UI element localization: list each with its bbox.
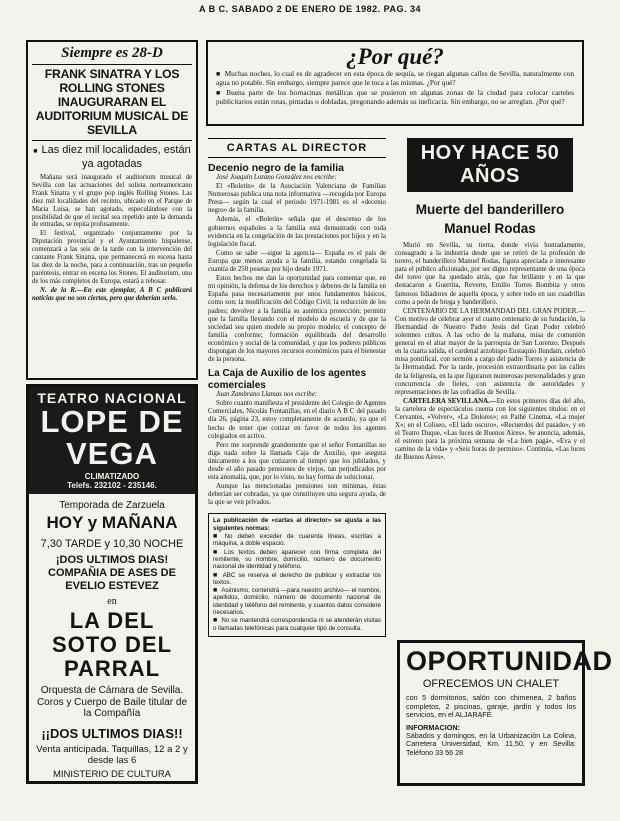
hoy-hace-banner-text: HOY HACE 50 AÑOS [420, 142, 560, 187]
page-header: A B C. SABADO 2 DE ENERO DE 1982. PAG. 34 [198, 4, 422, 14]
cartas-rules-box [208, 513, 386, 636]
ad-last-days: ¡DOS ULTIMOS DIAS! COMPAÑIA DE ASES DE EVELIO ESTEVEZ [48, 554, 176, 592]
cartas-section-header: CARTAS AL DIRECTOR [208, 138, 386, 158]
hoy-hace-paragraph: Murió en Sevilla, su tierra, donde vivía honradamente, consagrado a la industria desde que se retiró de la profesión de torero, el banderillero Manuel Rodas, figura apreciada e interesante para el público aficionado, por ser digno representante de una época del toreo que ha quedado atrás, que fue brillante y en la que destacaron a Guerrita, Reverte, Emilio Torres Bombita y otros famosos lidiadores de aquella época, y sobre todo en sus cuadrillas como a peón de brega y banderillero. [395, 242, 585, 306]
theatre-name: LOPE DE VEGA [40, 404, 184, 471]
por-que-item: ■ Muchas noches, lo cual es de agradecer en esta época de sequía, se riegan algunas calles de Sevilla, naturalmente con agua no potable. Sin embargo, siempre parece que le toca a las mismas. ¿Por qué? [216, 70, 574, 87]
rules-intro: La publicación de «cartas al director» se ajusta a las siguientes normas: [213, 517, 381, 532]
article-note: N. de la R.—En este ejemplar, A B C publicará noticias que no son ciertas, pero que deberían serlo. [32, 286, 192, 302]
ad-tickets: Venta anticipada. Taquillas, 12 a 2 y desde las 6 [36, 743, 188, 766]
ad-times: 7,30 TARDE y 10,30 NOCHE [40, 538, 184, 550]
ad-header-block [29, 387, 195, 494]
rules-item: ■ No deben exceder de cuarenta líneas, escritas a máquina, a doble espacio. [213, 533, 381, 548]
oportunidad-ad [397, 640, 613, 786]
letter-paragraph: Estos hechos me dan la oportunidad para comentar que, en mi opinión, la defensa de los derechos y deberes de la familia en España pasa necesariamente por unos fundamentos básicos, como son: la modificación del Código Civil; la reducción de los padres; devolver a la familia su auténtica protección; permitir que la familia llevando con el modelo de escuela y de que la sociedad sea quien modele su propio modelo; el concepto de familia conforme; formación equilibrada del desarrollo económico y social de la comunidad, y que los poderes públicos dispongan de los mayores recursos económicos para el bienestar de la persona. [208, 275, 386, 364]
cartelera-paragraph [395, 398, 585, 463]
sinatra-article [26, 40, 198, 380]
letter-paragraph: Además, el «Boletín» señala que el descenso de los gobiernos españoles a la familia está demostrado con toda evidencia en la congelación de las prestaciones por hijos y en la legislación fiscal. [208, 216, 386, 248]
por-que-title: ¿Por qué? [346, 44, 444, 69]
ad-ministry: MINISTERIO DE CULTURA [52, 768, 172, 780]
theatre-phones: Telefs. 232102 - 235146. [67, 481, 157, 490]
article-kicker: Siempre es 28-D [61, 45, 163, 61]
rules-item: ■ Asimismo, contendrá —para nuestro archivo— el nombre, apellidos, domicilio, número de documento nacional de identidad y teléfono del remitente, y cuantos datos considere necesarios. [213, 587, 381, 616]
letter-paragraph: Aunque las mencionadas pensiones son mínimas, éstas deberían ser cobradas, ya que constituyen una segura ayuda, de la que se ven privados. [208, 483, 386, 507]
letter1-title: Decenio negro de la familia [208, 162, 344, 174]
por-que-items [216, 70, 574, 106]
rules-item: ■ ABC se reserva el derecho de publicar y extractar los textos. [213, 572, 381, 587]
hoy-hace-banner [407, 138, 573, 192]
hoy-hace-title1: Muerte del banderillero [415, 202, 565, 217]
letter-byline: José Joaquín Lozano González nos escribe: [216, 174, 337, 181]
cartelera-head: CARTELERA SEVILLANA.— [403, 397, 497, 405]
rules-item: ■ No se mantendrá correspondencia ni se atenderán visitas o llamadas telefónicas para cualquier tipo de consulta. [213, 617, 381, 632]
hoy-hace-title2: Manuel Rodas [444, 221, 536, 236]
oportunidad-body: con 5 dormitorios, salón con chimenea, 2 baños completos, 2 piscinas, garaje, jardín y todos los servicios, en el ALJARAFE. [406, 693, 576, 719]
article-paragraph: Mañana será inaugurado el auditorium musical de Sevilla con las actuaciones del solista norteamericano Frank Sinatra y el grupo pop inglés Rolling Stones. Las diez mil localidades del recinto, ubicado en el Parque de Maria Luisa, se han agotado, especulándose con la posibilidad de que el recital sea repetido ante la demanda de entradas, se repita profusamente. [32, 174, 192, 229]
letter2-body [208, 391, 386, 507]
season-label: Temporada de Zarzuela [59, 500, 165, 511]
article-paragraph: El festival, organizado conjuntamente por la Diputación provincial y el Ayuntamiento hispalense, comenzará a las seis de la tarde con la intervención del cantante Frank Sinatra, que permanecerá en escena hasta las diez de la noche, para a continuación, tras un pequeño paréntesis, entrar en escena los Stones. El auditorium, uno de los más completos de Europa, estará a rebosar. [32, 230, 192, 285]
article-subhead: ■ Las diez mil localidades, están ya agotadas [32, 144, 192, 170]
hoy-hace-body [395, 242, 585, 463]
ad-last-days-2: ¡¡DOS ULTIMOS DIAS!! [41, 725, 183, 741]
ad-title: LA DEL SOTO DEL PARRAL [51, 608, 173, 681]
ad-days: HOY y MAÑANA [46, 513, 178, 532]
article-body [32, 174, 192, 303]
letter-paragraph: Como se sabe —sigue la agencia— España es el país de Europa que menos ayuda a la familia, estando congelada la cuantía de 250 pesetas por hijo desde 1971. [208, 249, 386, 274]
letter-paragraph: Pero me sorprende grandemente que el señor Fontanillas no diga nada sobre la llamada Caja de Auxilio, que asegura únicamente a los que cotizaron al tiempo que los jubilados, y desde el año pasado pensiones de viejos, tan perjudicados por esta anomalía, que, por lo visto, no hay forma de solucionar. [208, 441, 386, 482]
ad-en: en [107, 596, 117, 607]
por-que-box [206, 40, 584, 126]
rules-item: ■ Los textos deben aparecer con firma completa del remitente, su nombre, domicilio, número de documento nacional de identidad y teléfono. [213, 549, 381, 571]
letter1-body [208, 174, 386, 364]
oportunidad-subtitle: OFRECEMOS UN CHALET [422, 678, 560, 690]
letter2-title: La Caja de Auxilio de los agentes comerciales [208, 368, 367, 391]
lope-de-vega-ad [26, 384, 198, 784]
cartas-column [208, 138, 386, 788]
theatre-label: TEATRO NACIONAL [37, 390, 187, 406]
article-headline: FRANK SINATRA Y LOS ROLLING STONES INAUGURARAN EL AUDITORIUM MUSICAL DE SEVILLA [35, 67, 189, 137]
climatizado-label: CLIMATIZADO [84, 472, 140, 481]
letter-paragraph: Sobre cuanto manifiesta el presidente del Colegio de Agentes Comerciales, Nicolás Fontanillas, en el diario A B C del pasado día 26, página 23, estoy completamente de acuerdo, ya que el hecho de tener que cotizar en favor de todos los agentes colegiados en activo. [208, 400, 386, 440]
letter-paragraph: El «Boletín» de la Asociación Valenciana de Familias Numerosas publica una nota informativa —recogida por Europa Press— según la cual el periodo 1971-1981 es el «decenio negro» de la familia. [208, 183, 386, 215]
por-que-item: ■ Buena parte de los hornacinas metálicas que se pusieron en algunas zonas de la ciudad para colocar carteles publicitarios están rotas, pintadas o dobladas, pregonando además su ineficacia. Sin embargo, no se arreglan. ¿Por qué? [216, 89, 574, 106]
letter-byline: Juan Zambrano Llamas nos escribe: [216, 391, 318, 399]
oportunidad-title: OPORTUNIDAD [406, 646, 613, 676]
hoy-hace-paragraph: CENTENARIO DE LA HERMANDAD DEL GRAN PODER.—Con motivo de celebrar ayer el cuarto centenario de su fundación, la Hermandad de Nuestro Padre Jesús del Gran Poder celebró solemnes cultos. A las ocho de la mañana, misa de comunión general en el altar mayor de la parroquia de San Lorenzo. Después en la cuarta salida, el cardenal arzobispo Eustaquio Ilundain, celebró misa pontifical, con sermón a cargo del padre Torres y asistencia de la Hermandad. Por la tarde, procesión extraordinaria por las calles de la feligresía, en la que figuraron numerosas personalidades y gran concurrencia de fieles, con asistencia de autoridades y representaciones de las cofradías de Sevilla. [395, 307, 585, 396]
ad-orchestra: Orquesta de Cámara de Sevilla. Coros y Cuerpo de Baile titular de la Compañía [36, 685, 188, 719]
oportunidad-info-head: INFORMACION: [406, 722, 460, 732]
hoy-hace-column [395, 138, 585, 630]
oportunidad-info: Sábados y domingos, en la Urbanización La Colina, Carretera Universidad, Km. 11,50, y en Sevilla: Teléfono 33 56 28 [406, 730, 576, 757]
cartelera-text: En estos primeros días del año, la cartelera de espectáculos cuenta con los siguientes títulos: en el Cervantes, «Volver», «La Dolores»; en Pathé Cinema, «La mujer X»; en el Coliseo, «El lado oscuro», «Recuerdos del pasado», y en el Teatro Duque, «Las luces de Buenos Aires». Se anuncia, además, el estreno para la próxima semana de «La bien pagá», «Eva y el camino de la vida» y «Seis horas de permiso». Continúa, «Las luces de Buenos Aires». [395, 397, 586, 462]
